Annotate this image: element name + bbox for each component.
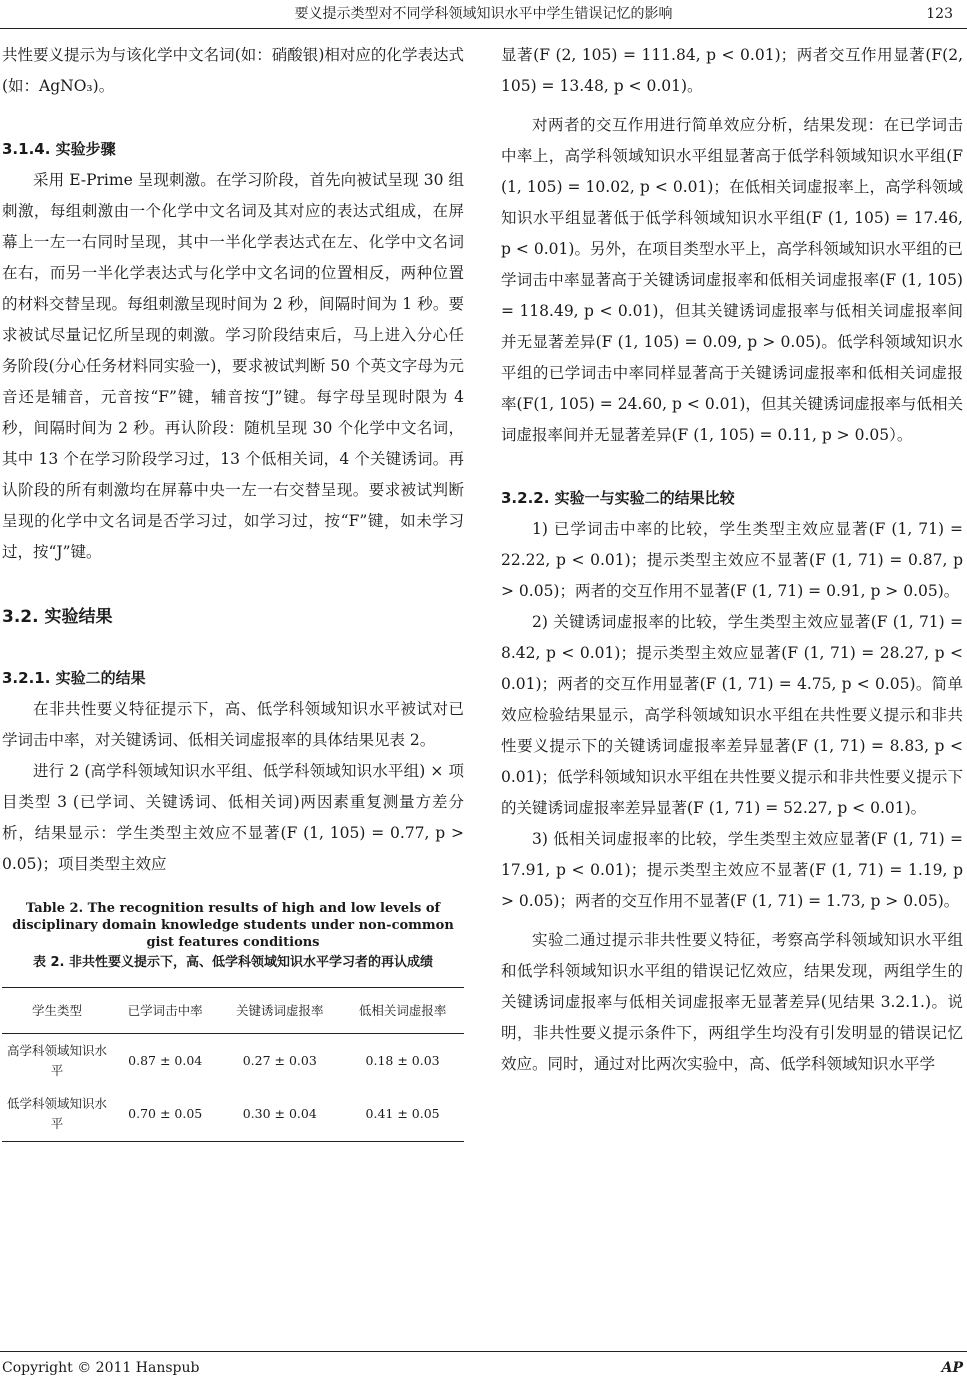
table-header-row <box>2 988 464 1034</box>
section-heading-3-2-2: 3.2.2. 实验一与实验二的结果比较 <box>501 489 735 507</box>
page-number: 123 <box>926 6 953 22</box>
section-heading-3-2-1: 3.2.1. 实验二的结果 <box>2 669 146 687</box>
right-column <box>501 40 963 1080</box>
table-caption-chinese: 表 2. 非共性要义提示下，高、低学科领域知识水平学习者的再认成绩 <box>32 955 434 970</box>
table-cell: 0.70 ± 0.05 <box>112 1088 218 1142</box>
section-heading-3-2: 3.2. 实验结果 <box>2 607 113 627</box>
left-column <box>2 40 464 1142</box>
paragraph-anova: 进行 2 (高学科领域知识水平组、低学科领域知识水平组) × 项目类型 3 (已学词、关键诱词、低相关词)两因素重复测量方差分析，结果显示：学生类型主效应不显著(F (1, 105) = 0.77, p > 0.05)；项目类型主效应 <box>2 762 464 873</box>
table-cell: 0.27 ± 0.03 <box>242 1052 317 1068</box>
table-cell: 0.30 ± 0.04 <box>218 1088 341 1142</box>
results-table <box>2 987 464 1142</box>
paragraph-results-intro: 在非共性要义特征提示下，高、低学科领域知识水平被试对已学词击中率，对关键诱词、低相关词虚报率的具体结果见表 2。 <box>2 700 464 749</box>
column-header: 低相关词虚报率 <box>341 988 464 1034</box>
running-title: 要义提示类型对不同学科领域知识水平中学生错误记忆的影响 <box>294 6 673 22</box>
journal-abbreviation: AP <box>941 1360 963 1376</box>
column-header: 学生类型 <box>2 988 112 1034</box>
table-caption-english: Table 2. The recognition results of high and low levels of disciplinary domain knowledge students under non-common gist features conditions <box>12 901 454 950</box>
column-header: 关键诱词虚报率 <box>218 988 341 1034</box>
paragraph-comparison-critical-lure: 2) 关键诱词虚报率的比较，学生类型主效应显著(F (1, 71) = 8.42, p < 0.01)；提示类型主效应显著(F (1, 71) = 28.27, p < 0.01)；两者的交互作用显著(F (1, 71) = 4.75, p < 0.05)。简单效应检验结果显示，高学科领域知识水平组在共性要义提示和非共性要义提示下的关键诱词虚报率差异显著(F (1, 71) = 8.83, p < 0.01)；低学科领域知识水平组在共性要义提示和非共性要义提示下的关键诱词虚报率差异显著(F (1, 71) = 52.27, p < 0.01)。 <box>501 613 963 817</box>
table-cell: 低学科领域知识水平 <box>2 1088 112 1142</box>
page-header <box>0 0 967 29</box>
paragraph-summary: 实验二通过提示非共性要义特征，考察高学科领域知识水平组和低学科领域知识水平组的错误记忆效应，结果发现，两组学生的关键诱词虚报率与低相关词虚报率无显著差异(见结果 3.2.1.)。说明，非共性要义提示条件下，两组学生均没有引发明显的错误记忆效应。同时，通过对比两次实验中，高、低学科领域知识水平学 <box>501 931 963 1073</box>
column-header: 已学词击中率 <box>112 988 218 1034</box>
table-row <box>2 1034 464 1088</box>
table-row <box>2 1088 464 1142</box>
page-footer <box>0 1351 967 1387</box>
paragraph-procedure: 采用 E-Prime 呈现刺激。在学习阶段，首先向被试呈现 30 组刺激，每组刺激由一个化学中文名词及其对应的表达式组成，在屏幕上一左一右同时呈现，其中一半化学表达式在左、化学中文名词在右，而另一半化学表达式与化学中文名词的位置相反，两种位置的材料交替呈现。每组刺激呈现时间为 2 秒，间隔时间为 1 秒。要求被试尽量记忆所呈现的刺激。学习阶段结束后，马上进入分心任务阶段(分心任务材料同实验一)，要求被试判断 50 个英文字母为元音还是辅音，元音按“F”键，辅音按“J”键。每字母呈现时限为 4 秒，间隔时间为 2 秒。再认阶段：随机呈现 30 个化学中文名词，其中 13 个在学习阶段学习过，13 个低相关词，4 个关键诱词。再认阶段的所有刺激均在屏幕中央一左一右交替呈现。要求被试判断呈现的化学中文名词是否学习过，如学习过，按“F”键，如未学习过，按“J”键。 <box>2 171 464 561</box>
paragraph-comparison-hit-rate: 1) 已学词击中率的比较，学生类型主效应显著(F (1, 71) = 22.22, p < 0.01)；提示类型主效应不显著(F (1, 71) = 0.87, p > 0.05)；两者的交互作用不显著(F (1, 71) = 0.91, p > 0.05)。 <box>501 520 963 600</box>
table-cell: 0.87 ± 0.04 <box>128 1052 203 1068</box>
section-heading-3-1-4: 3.1.4. 实验步骤 <box>2 140 116 158</box>
paragraph-anova-continued: 显著(F (2, 105) = 111.84, p < 0.01)；两者交互作用显著(F(2, 105) = 13.48, p < 0.01)。 <box>501 46 963 95</box>
copyright-notice: Copyright © 2011 Hanspub <box>2 1360 200 1376</box>
paragraph-comparison-low-related: 3) 低相关词虚报率的比较，学生类型主效应显著(F (1, 71) = 17.91, p < 0.01)；提示类型主效应不显著(F (1, 71) = 1.19, p > 0.05)；两者的交互作用不显著(F (1, 71) = 1.73, p > 0.05)。 <box>501 830 963 910</box>
paragraph-simple-effects: 对两者的交互作用进行简单效应分析，结果发现：在已学词击中率上，高学科领域知识水平组显著高于低学科领域知识水平组(F (1, 105) = 10.02, p < 0.01)；在低相关词虚报率上，高学科领域知识水平组显著低于低学科领域知识水平组(F (1, 105) = 17.46, p < 0.01)。另外，在项目类型水平上，高学科领域知识水平组的已学词击中率显著高于关键诱词虚报率和低相关词虚报率(F (1, 105) = 118.49, p < 0.01)，但其关键诱词虚报率与低相关词虚报率间并无显著差异(F (1, 105) = 0.09, p > 0.05)。低学科领域知识水平组的已学词击中率同样显著高于关键诱词虚报率和低相关词虚报率(F(1, 105) = 24.60, p < 0.01)，但其关键诱词虚报率与低相关词虚报率间并无显著差异(F (1, 105) = 0.11, p > 0.05）。 <box>501 116 963 444</box>
table-cell: 0.41 ± 0.05 <box>341 1088 464 1142</box>
table-cell: 0.18 ± 0.03 <box>365 1052 440 1068</box>
table-cell: 高学科领域知识水平 <box>6 1042 107 1078</box>
paragraph-gist-definition: 共性要义提示为与该化学中文名词(如：硝酸银)相对应的化学表达式(如：AgNO₃)。 <box>2 46 464 95</box>
